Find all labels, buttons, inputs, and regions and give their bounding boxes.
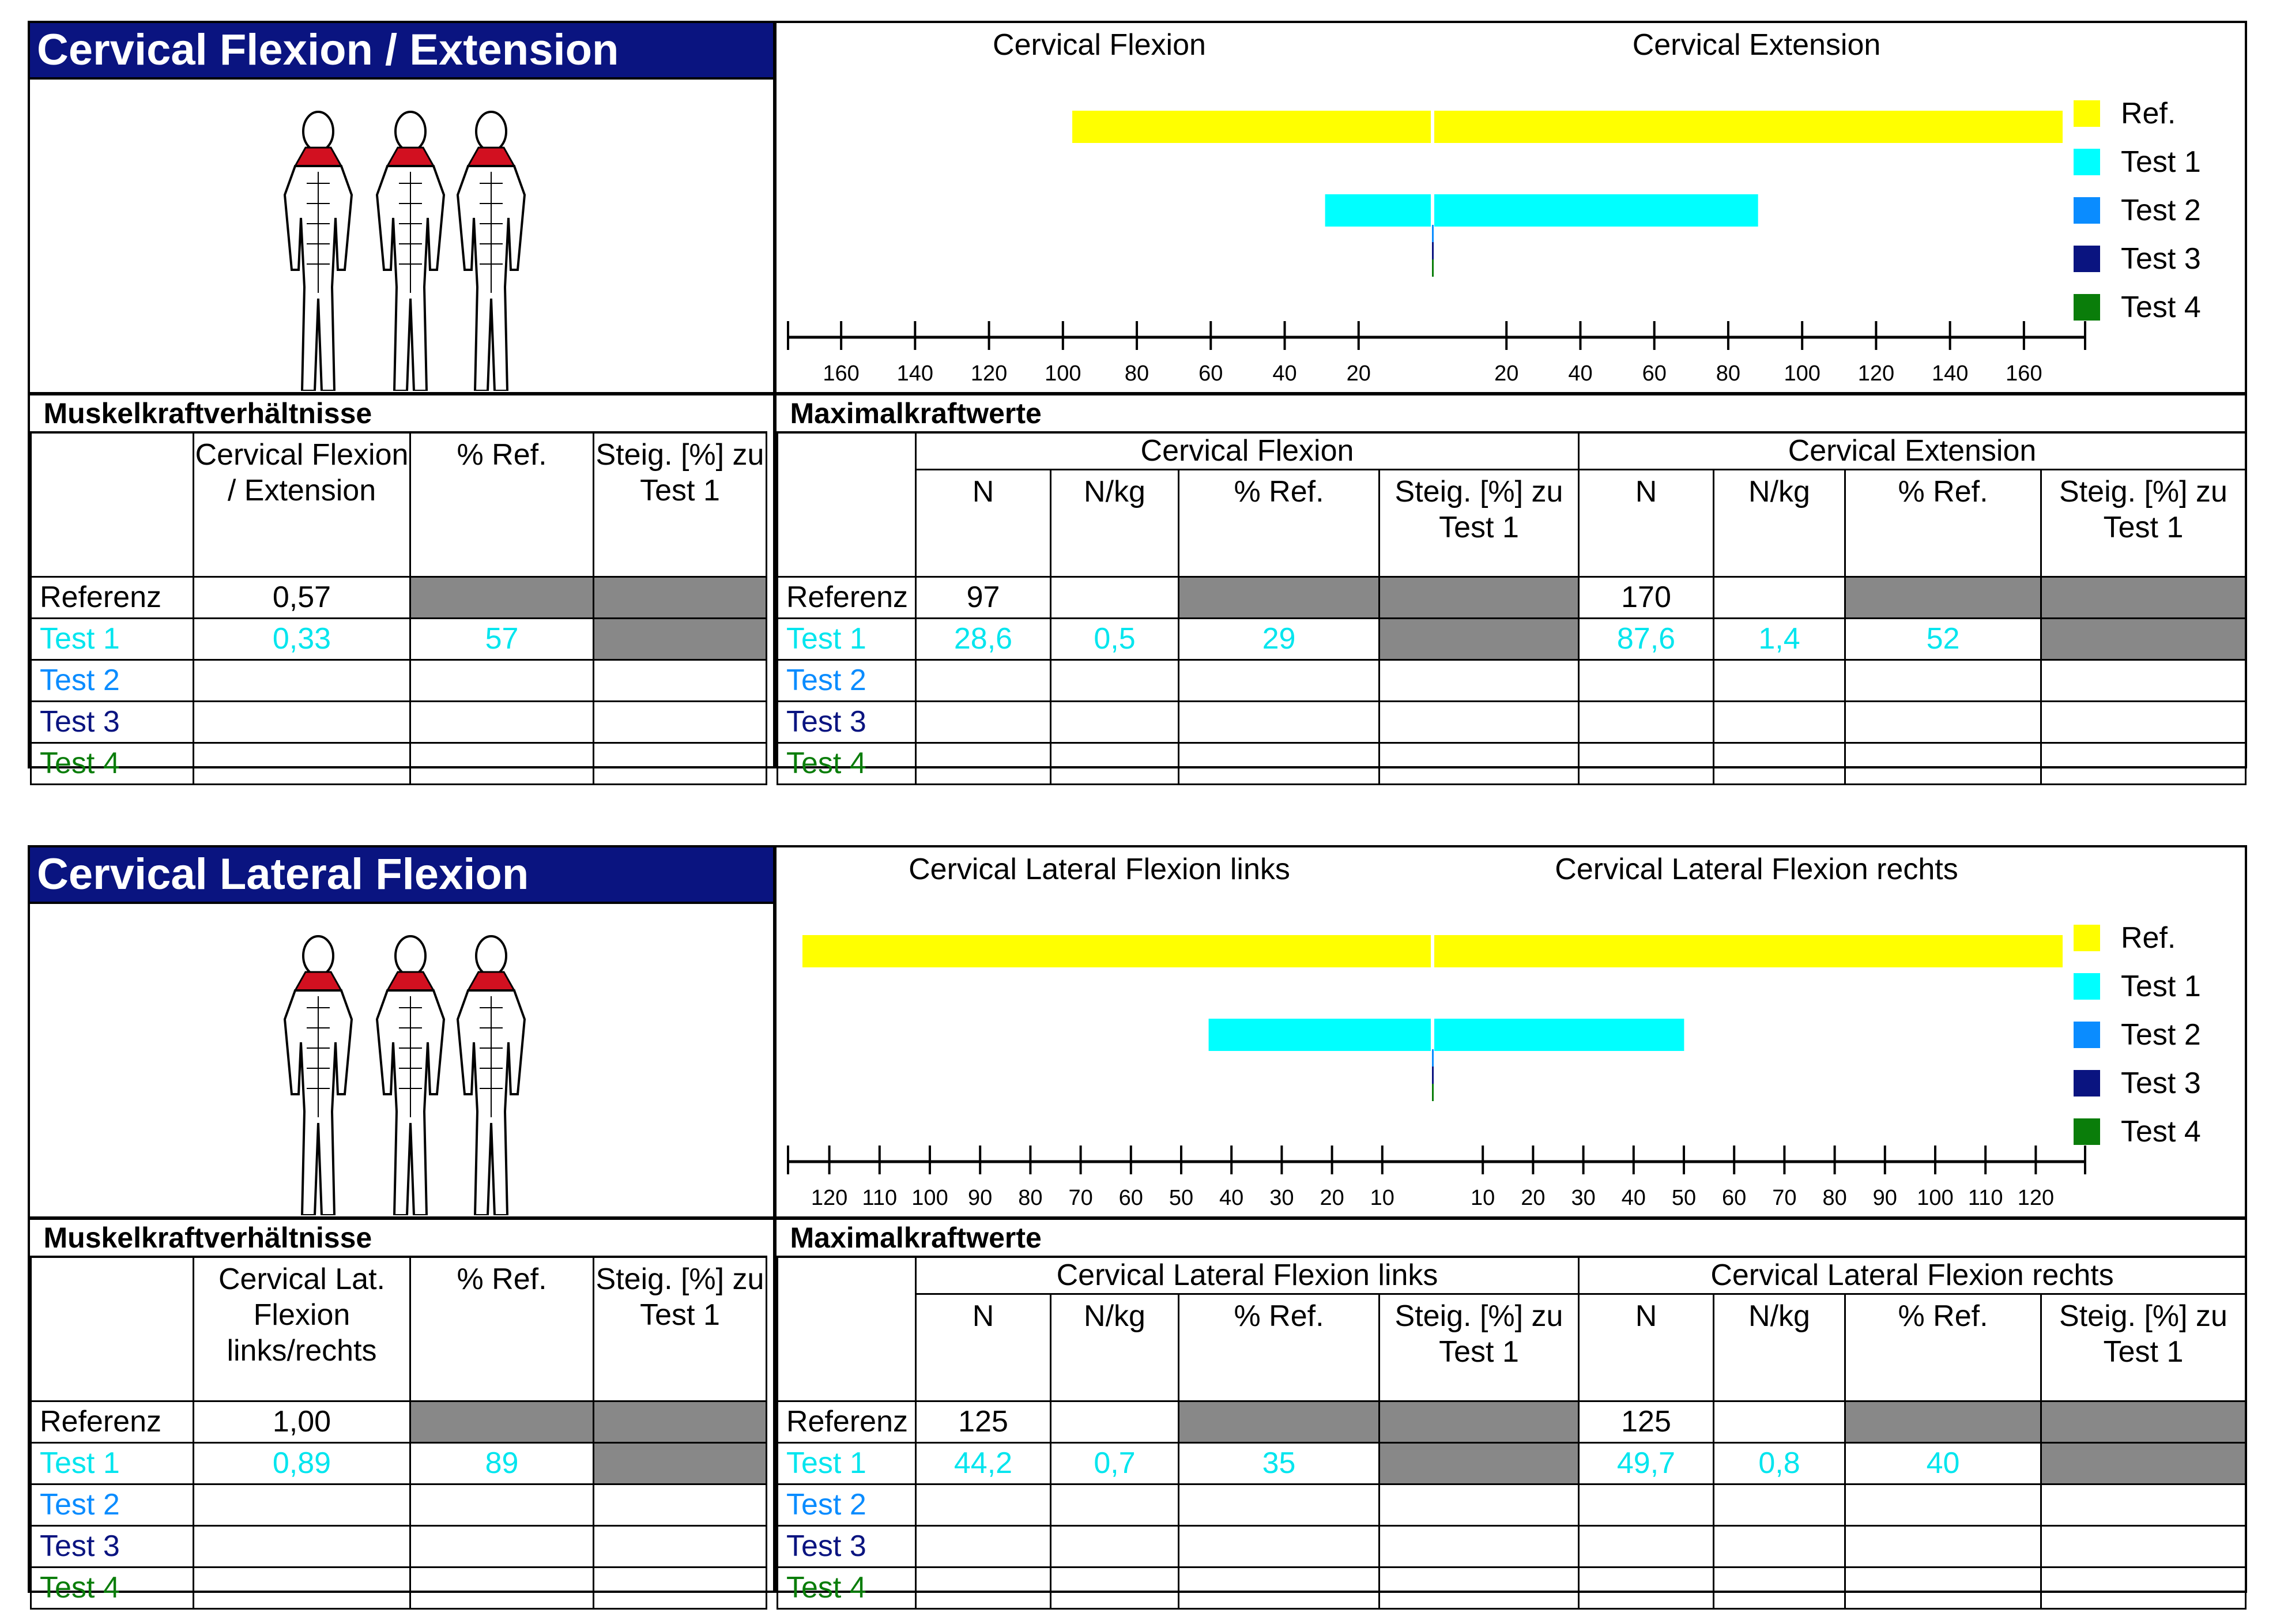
- value-cell: [1579, 660, 1714, 701]
- value-cell: [1714, 576, 1845, 618]
- value-cell: [1051, 1525, 1179, 1567]
- value-cell: [1579, 701, 1714, 743]
- strength-chart: [777, 847, 2245, 1216]
- col-header: N/kg: [1714, 469, 1845, 576]
- header-blank: [31, 1257, 194, 1401]
- row-label: Test 3: [31, 701, 194, 743]
- legend-swatch: [2074, 197, 2100, 224]
- legend-item: [2074, 283, 2201, 331]
- value-cell: [916, 1567, 1051, 1608]
- tick-label: 60: [1118, 1186, 1143, 1210]
- value-cell: [2041, 1525, 2246, 1567]
- col-header: N/kg: [1051, 469, 1179, 576]
- tick-label: 110: [1968, 1186, 2003, 1210]
- max-force-table: [777, 395, 2247, 785]
- row-label: Test 4: [31, 743, 194, 784]
- tick-label: 80: [1018, 1186, 1043, 1210]
- value-cell: [2041, 1401, 2246, 1442]
- value-cell: [1380, 1525, 1579, 1567]
- col-header: Steig. [%] zu Test 1: [2041, 469, 2246, 576]
- tick-label: 40: [1621, 1186, 1646, 1210]
- legend-item: [2074, 89, 2201, 138]
- chart-legend: [2074, 89, 2201, 331]
- legend-item: [2074, 138, 2201, 186]
- group-left-header: Cervical Flexion: [916, 432, 1579, 469]
- legend-swatch: [2074, 1070, 2100, 1097]
- row-label: Test 4: [778, 1567, 916, 1608]
- header-blank: [31, 432, 194, 576]
- ratio-value: [194, 1525, 410, 1567]
- row-label: Referenz: [778, 1401, 916, 1442]
- value-cell: [1380, 618, 1579, 660]
- group-right-header: Cervical Extension: [1579, 432, 2246, 469]
- value-cell: [1579, 1567, 1714, 1608]
- pct-ref-value: [410, 1484, 594, 1525]
- muscle-figure-box: [30, 902, 773, 1216]
- pct-ref-value: [410, 1525, 594, 1567]
- pct-ref-value: [410, 1567, 594, 1608]
- tick-label: 60: [1198, 361, 1223, 386]
- value-cell: [1714, 1401, 1845, 1442]
- col-header: N/kg: [1714, 1294, 1845, 1401]
- tick-label: 120: [811, 1186, 848, 1210]
- tick-label: 140: [1931, 361, 1969, 386]
- col-header: Steig. [%] zu Test 1: [1380, 469, 1579, 576]
- value-cell: [1179, 701, 1380, 743]
- bar-right-0: [1434, 111, 2063, 143]
- tick-label: 100: [1917, 1186, 1954, 1210]
- header-pct-ref: % Ref.: [410, 432, 594, 576]
- value-cell: [916, 1484, 1051, 1525]
- tick-label: 10: [1370, 1186, 1394, 1210]
- value-cell: 0,5: [1051, 618, 1179, 660]
- body-outline-icon: [377, 112, 444, 391]
- row-label: Test 1: [31, 618, 194, 660]
- legend-swatch: [2074, 1118, 2100, 1145]
- ratio-heading: Muskelkraftverhältnisse: [31, 1220, 767, 1257]
- col-header: Steig. [%] zu Test 1: [2041, 1294, 2246, 1401]
- row-label: Referenz: [778, 576, 916, 618]
- ratio-value: [194, 743, 410, 784]
- value-cell: [1845, 660, 2041, 701]
- max-heading: Maximalkraftwerte: [778, 1220, 2246, 1257]
- col-header: % Ref.: [1845, 1294, 2041, 1401]
- value-cell: [1179, 576, 1380, 618]
- value-cell: [1714, 701, 1845, 743]
- value-cell: 0,7: [1051, 1442, 1179, 1484]
- legend-label: Test 3: [2121, 242, 2201, 276]
- value-cell: [1714, 1567, 1845, 1608]
- tick-label: 90: [968, 1186, 993, 1210]
- tick-label: 160: [2006, 361, 2042, 386]
- ratio-value: 0,33: [194, 618, 410, 660]
- value-cell: [916, 1525, 1051, 1567]
- tick-label: 20: [1346, 361, 1371, 386]
- ratio-value: [194, 701, 410, 743]
- tick-label: 20: [1521, 1186, 1546, 1210]
- value-cell: [1579, 743, 1714, 784]
- col-header: Steig. [%] zu Test 1: [1380, 1294, 1579, 1401]
- tick-label: 90: [1872, 1186, 1897, 1210]
- tick-label: 100: [1784, 361, 1821, 386]
- body-outline-icon: [285, 112, 352, 391]
- table-row: [778, 1401, 2246, 1442]
- tick-label: 60: [1722, 1186, 1747, 1210]
- ratio-value: [194, 1567, 410, 1608]
- pct-ref-value: 89: [410, 1442, 594, 1484]
- value-cell: [1380, 1401, 1579, 1442]
- tick-label: 140: [896, 361, 934, 386]
- row-label: Test 1: [778, 1442, 916, 1484]
- anatomy-figure-icon: [30, 904, 773, 1215]
- value-cell: [916, 660, 1051, 701]
- value-cell: 49,7: [1579, 1442, 1714, 1484]
- muscle-figure-box: [30, 77, 773, 392]
- legend-swatch: [2074, 1022, 2100, 1048]
- col-header: N/kg: [1051, 1294, 1179, 1401]
- table-row: [31, 618, 767, 660]
- table-row: [778, 1442, 2246, 1484]
- header-ratio: Cervical Lat. Flexion links/rechts: [194, 1257, 410, 1401]
- col-header: N: [1579, 469, 1714, 576]
- tick-label: 40: [1568, 361, 1593, 386]
- tick-label: 110: [862, 1186, 898, 1210]
- anatomy-figure-icon: [30, 80, 773, 391]
- section-title: Cervical Lateral Flexion: [30, 847, 773, 902]
- header-increase: Steig. [%] zu Test 1: [594, 1257, 767, 1401]
- tick-label: 80: [1124, 361, 1149, 386]
- report-section: [28, 21, 2251, 780]
- bar-4: [1432, 259, 1434, 277]
- ratio-value: 0,57: [194, 576, 410, 618]
- ratio-value: 1,00: [194, 1401, 410, 1442]
- header-ratio: Cervical Flexion / Extension: [194, 432, 410, 576]
- table-row: [31, 1484, 767, 1525]
- pct-ref-value: [410, 576, 594, 618]
- value-cell: [916, 701, 1051, 743]
- table-row: [778, 576, 2246, 618]
- tick-label: 120: [970, 361, 1008, 386]
- bar-left-1: [1209, 1019, 1431, 1051]
- increase-value: [594, 743, 767, 784]
- value-cell: 29: [1179, 618, 1380, 660]
- tick-label: 50: [1169, 1186, 1194, 1210]
- value-cell: 1,4: [1714, 618, 1845, 660]
- table-row: [31, 1442, 767, 1484]
- table-row: [778, 1525, 2246, 1567]
- header-blank: [778, 432, 916, 576]
- row-label: Test 2: [778, 1484, 916, 1525]
- tick-label: 70: [1772, 1186, 1797, 1210]
- bar-3: [1432, 242, 1434, 259]
- value-cell: [1179, 660, 1380, 701]
- bar-4: [1432, 1084, 1434, 1101]
- col-header: % Ref.: [1179, 1294, 1380, 1401]
- legend-item: [2074, 186, 2201, 235]
- value-cell: [2041, 701, 2246, 743]
- legend-swatch: [2074, 973, 2100, 1000]
- value-cell: [2041, 743, 2246, 784]
- value-cell: 125: [1579, 1401, 1714, 1442]
- legend-label: Ref.: [2121, 921, 2176, 955]
- legend-item: [2074, 1011, 2201, 1059]
- pct-ref-value: [410, 701, 594, 743]
- chart-title-left: Cervical Lateral Flexion links: [909, 853, 1290, 886]
- tick-label: 20: [1320, 1186, 1344, 1210]
- value-cell: [1380, 743, 1579, 784]
- tick-label: 60: [1642, 361, 1667, 386]
- legend-label: Ref.: [2121, 97, 2176, 130]
- value-cell: [1714, 743, 1845, 784]
- chart-legend: [2074, 914, 2201, 1156]
- value-cell: [1179, 1401, 1380, 1442]
- chart-title-right: Cervical Extension: [1632, 28, 1881, 62]
- col-header: % Ref.: [1179, 469, 1380, 576]
- bar-left-1: [1325, 194, 1431, 227]
- butterfly-bar-chart: [777, 23, 2245, 392]
- butterfly-bar-chart: [777, 847, 2245, 1216]
- tick-label: 20: [1494, 361, 1519, 386]
- body-outline-icon: [285, 936, 352, 1215]
- body-outline-icon: [377, 936, 444, 1215]
- table-row: [31, 576, 767, 618]
- value-cell: [1845, 1525, 2041, 1567]
- tick-label: 120: [2017, 1186, 2055, 1210]
- value-cell: [1579, 1525, 1714, 1567]
- increase-value: [594, 660, 767, 701]
- ratio-value: [194, 660, 410, 701]
- table-row: [31, 743, 767, 784]
- value-cell: 44,2: [916, 1442, 1051, 1484]
- increase-value: [594, 1567, 767, 1608]
- value-cell: 0,8: [1714, 1442, 1845, 1484]
- legend-label: Test 2: [2121, 194, 2201, 227]
- max-force-table: [777, 1220, 2247, 1610]
- ratio-value: [194, 1484, 410, 1525]
- legend-label: Test 1: [2121, 145, 2201, 179]
- table-row: [31, 1525, 767, 1567]
- value-cell: [1380, 701, 1579, 743]
- table-row: [778, 1484, 2246, 1525]
- value-cell: [1579, 1484, 1714, 1525]
- value-cell: 125: [916, 1401, 1051, 1442]
- tick-label: 120: [1857, 361, 1895, 386]
- row-label: Test 3: [31, 1525, 194, 1567]
- bar-left-0: [802, 935, 1431, 967]
- value-cell: [2041, 660, 2246, 701]
- value-cell: 40: [1845, 1442, 2041, 1484]
- bar-left-0: [1072, 111, 1431, 143]
- value-cell: [1845, 743, 2041, 784]
- increase-value: [594, 1442, 767, 1484]
- value-cell: [1845, 1484, 2041, 1525]
- table-row: [778, 743, 2246, 784]
- value-cell: [1380, 660, 1579, 701]
- bar-right-1: [1434, 1019, 1684, 1051]
- value-cell: [2041, 1484, 2246, 1525]
- value-cell: [2041, 1567, 2246, 1608]
- tick-label: 30: [1571, 1186, 1596, 1210]
- col-header: N: [1579, 1294, 1714, 1401]
- value-cell: [1051, 743, 1179, 784]
- value-cell: [916, 743, 1051, 784]
- value-cell: [2041, 1442, 2246, 1484]
- col-header: N: [916, 1294, 1051, 1401]
- increase-value: [594, 1525, 767, 1567]
- legend-label: Test 1: [2121, 970, 2201, 1003]
- value-cell: [1179, 1567, 1380, 1608]
- value-cell: [1380, 1567, 1579, 1608]
- value-cell: [1179, 1484, 1380, 1525]
- bar-2: [1432, 225, 1434, 242]
- value-cell: [1380, 1442, 1579, 1484]
- group-left-header: Cervical Lateral Flexion links: [916, 1257, 1579, 1294]
- body-outline-icon: [458, 112, 525, 391]
- value-cell: [1179, 743, 1380, 784]
- legend-item: [2074, 235, 2201, 283]
- row-label: Test 4: [31, 1567, 194, 1608]
- header-pct-ref: % Ref.: [410, 1257, 594, 1401]
- bar-right-1: [1434, 194, 1758, 227]
- value-cell: 52: [1845, 618, 2041, 660]
- ratio-table: [30, 395, 767, 785]
- legend-swatch: [2074, 925, 2100, 951]
- value-cell: [1051, 1401, 1179, 1442]
- section-title: Cervical Flexion / Extension: [30, 23, 773, 77]
- tick-label: 100: [911, 1186, 948, 1210]
- value-cell: 28,6: [916, 618, 1051, 660]
- strength-chart: [777, 23, 2245, 392]
- tick-label: 50: [1671, 1186, 1697, 1210]
- tick-label: 30: [1269, 1186, 1294, 1210]
- pct-ref-value: [410, 1401, 594, 1442]
- value-cell: 170: [1579, 576, 1714, 618]
- ratio-value: 0,89: [194, 1442, 410, 1484]
- value-cell: [1051, 701, 1179, 743]
- table-row: [778, 618, 2246, 660]
- table-row: [778, 701, 2246, 743]
- value-cell: [1845, 576, 2041, 618]
- legend-label: Test 3: [2121, 1067, 2201, 1100]
- table-row: [31, 1567, 767, 1608]
- value-cell: [1845, 1567, 2041, 1608]
- value-cell: [1380, 1484, 1579, 1525]
- legend-label: Test 4: [2121, 291, 2201, 324]
- bar-right-0: [1434, 935, 2063, 967]
- group-right-header: Cervical Lateral Flexion rechts: [1579, 1257, 2246, 1294]
- tick-label: 160: [823, 361, 860, 386]
- pct-ref-value: 57: [410, 618, 594, 660]
- legend-item: [2074, 1059, 2201, 1107]
- tick-label: 70: [1068, 1186, 1093, 1210]
- row-label: Test 1: [31, 1442, 194, 1484]
- row-label: Referenz: [31, 576, 194, 618]
- legend-item: [2074, 962, 2201, 1011]
- increase-value: [594, 701, 767, 743]
- value-cell: [2041, 576, 2246, 618]
- value-cell: [1714, 660, 1845, 701]
- pct-ref-value: [410, 660, 594, 701]
- report-section: [28, 845, 2251, 1604]
- row-label: Test 3: [778, 1525, 916, 1567]
- increase-value: [594, 1401, 767, 1442]
- max-heading: Maximalkraftwerte: [778, 395, 2246, 432]
- legend-swatch: [2074, 149, 2100, 175]
- ratio-table: [30, 1220, 767, 1610]
- legend-item: [2074, 914, 2201, 962]
- row-label: Test 4: [778, 743, 916, 784]
- value-cell: [1714, 1484, 1845, 1525]
- value-cell: [1051, 1567, 1179, 1608]
- value-cell: [1051, 576, 1179, 618]
- body-outline-icon: [458, 936, 525, 1215]
- tick-label: 10: [1471, 1186, 1495, 1210]
- legend-label: Test 2: [2121, 1018, 2201, 1052]
- ratio-heading: Muskelkraftverhältnisse: [31, 395, 767, 432]
- table-row: [778, 1567, 2246, 1608]
- table-row: [31, 660, 767, 701]
- value-cell: [1051, 660, 1179, 701]
- row-label: Test 1: [778, 618, 916, 660]
- value-cell: [1051, 1484, 1179, 1525]
- value-cell: [1380, 576, 1579, 618]
- value-cell: 97: [916, 576, 1051, 618]
- row-label: Referenz: [31, 1401, 194, 1442]
- table-row: [778, 660, 2246, 701]
- value-cell: 87,6: [1579, 618, 1714, 660]
- row-label: Test 2: [31, 660, 194, 701]
- legend-item: [2074, 1107, 2201, 1156]
- value-cell: 35: [1179, 1442, 1380, 1484]
- table-row: [31, 1401, 767, 1442]
- header-increase: Steig. [%] zu Test 1: [594, 432, 767, 576]
- bar-2: [1432, 1049, 1434, 1067]
- tick-label: 40: [1272, 361, 1297, 386]
- legend-swatch: [2074, 100, 2100, 127]
- increase-value: [594, 576, 767, 618]
- legend-swatch: [2074, 294, 2100, 321]
- chart-title-left: Cervical Flexion: [993, 28, 1206, 62]
- chart-title-right: Cervical Lateral Flexion rechts: [1555, 853, 1958, 886]
- row-label: Test 3: [778, 701, 916, 743]
- pct-ref-value: [410, 743, 594, 784]
- value-cell: [1845, 1401, 2041, 1442]
- tick-label: 80: [1822, 1186, 1847, 1210]
- tick-label: 80: [1716, 361, 1741, 386]
- tick-label: 100: [1045, 361, 1081, 386]
- value-cell: [1714, 1525, 1845, 1567]
- table-row: [31, 701, 767, 743]
- value-cell: [2041, 618, 2246, 660]
- value-cell: [1179, 1525, 1380, 1567]
- legend-swatch: [2074, 246, 2100, 272]
- increase-value: [594, 1484, 767, 1525]
- header-blank: [778, 1257, 916, 1401]
- tick-label: 40: [1219, 1186, 1244, 1210]
- increase-value: [594, 618, 767, 660]
- bar-3: [1432, 1067, 1434, 1084]
- col-header: N: [916, 469, 1051, 576]
- legend-label: Test 4: [2121, 1115, 2201, 1148]
- value-cell: [1845, 701, 2041, 743]
- col-header: % Ref.: [1845, 469, 2041, 576]
- row-label: Test 2: [778, 660, 916, 701]
- row-label: Test 2: [31, 1484, 194, 1525]
